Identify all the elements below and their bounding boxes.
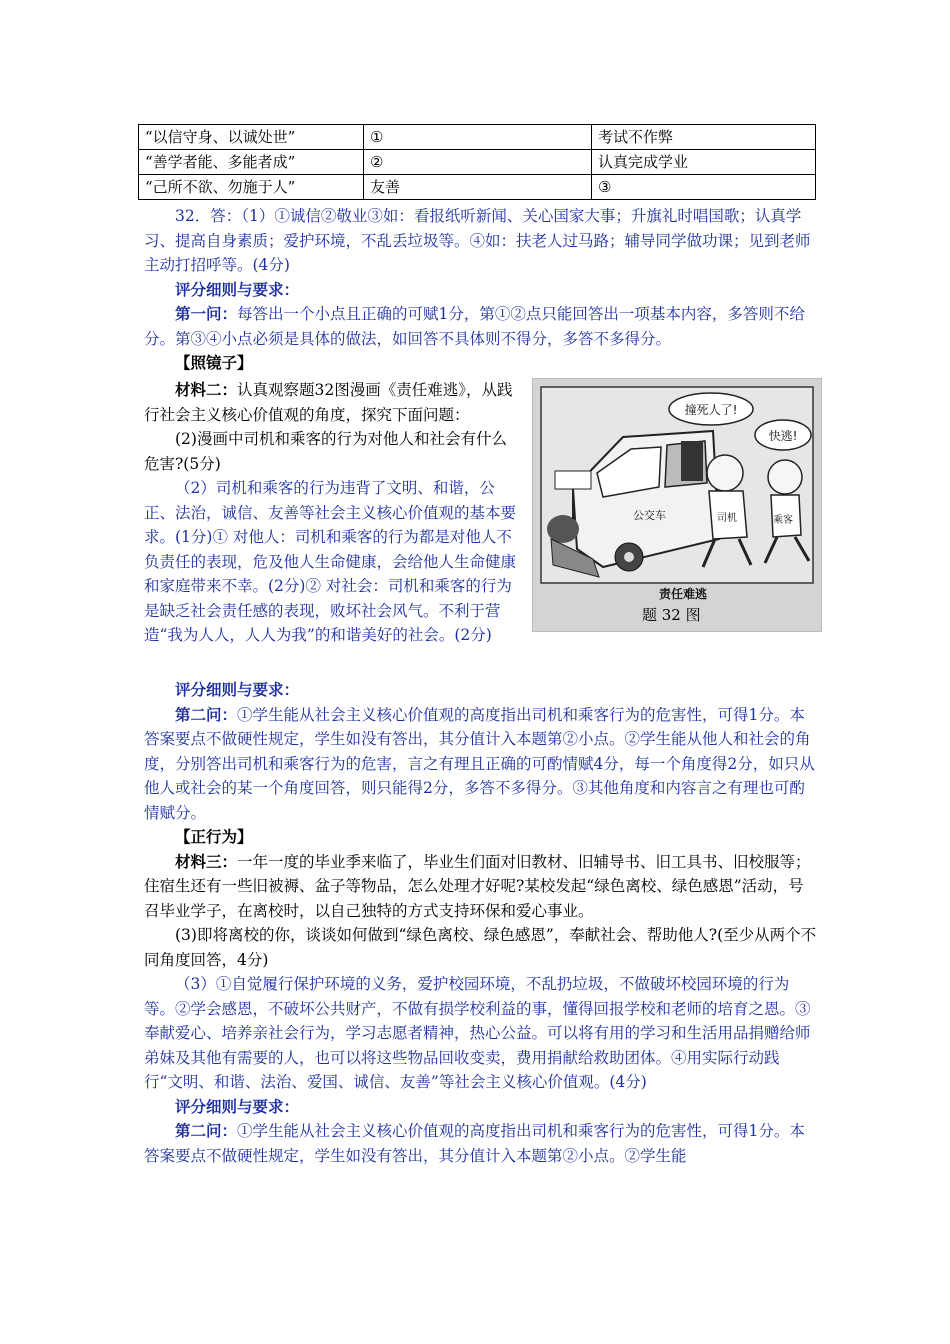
rubric-paragraph [144, 302, 818, 351]
material-paragraph [144, 850, 818, 924]
question-text: (2)漫画中司机和乘客的行为对他人和社会有什么危害?(5分) [144, 430, 507, 473]
table-row [139, 175, 816, 200]
table-row [139, 125, 816, 150]
rubric-body: ①学生能从社会主义核心价值观的高度指出司机和乘客行为的危害性，可得1分。本答案要点不做硬性规定，学生如没有答出，其分值计入本题第②小点。②学生能从他人和社会的角度，分别答出司机和乘客行为的危害，言之有理且正确的可酌情赋4分，每一个角度得2分，如只从他人或社会的某一个角度回答，则只能得2分，多答不多得分。③其他角度和内容言之有理也可酌情赋分。 [144, 705, 815, 822]
q32-answer: 32．答：（1）①诚信②敬业③如：看报纸听新闻、关心国家大事；升旗礼时唱国歌；认真学习、提高自身素质；爱护环境，不乱丢垃圾等。④如：扶老人过马路；辅导同学做功课；见到老师主动打招呼等。(4分) [144, 207, 811, 274]
cartoon-bubble-2: 快逃! [768, 429, 798, 443]
rubric-lead: 第二问： [175, 1121, 238, 1140]
material-lead: 材料三： [175, 851, 238, 871]
rubric-body: ①学生能从社会主义核心价值观的高度指出司机和乘客行为的危害性，可得1分。本答案要点不做硬性规定，学生如没有答出，其分值计入本题第②小点。②学生能 [144, 1122, 805, 1165]
table-row [139, 150, 816, 175]
rubric-lead: 第一问： [175, 304, 238, 323]
rubric-lead: 第二问： [175, 704, 238, 724]
question-text: (3)即将离校的你，谈谈如何做到“绿色离校、绿色感恩”，奉献社会、帮助他人?(至少从两个不同角度回答，4分) [144, 926, 817, 969]
cartoon-passenger-label: 乘客 [773, 515, 793, 526]
material-paragraph [144, 378, 520, 427]
table-cell: 考试不作弊 [592, 125, 816, 150]
table-cell: ② [364, 150, 592, 175]
table-cell: “善学者能、多能者成” [139, 150, 364, 175]
material-lead: 材料二： [175, 380, 238, 399]
values-table [138, 124, 816, 200]
cartoon-title: 责任难逃 [658, 587, 708, 601]
cartoon-bubble-1: 撞死人了! [684, 403, 738, 417]
table-cell: “以信守身、以诚处世” [139, 125, 364, 150]
answer-text: （2）司机和乘客的行为违背了文明、和谐，公正、法治，诚信、友善等社会主义核心价值观的基本要求。(1分)① 对他人：司机和乘客的行为都是对他人不负责任的表现，危及他人生命健康，会给他人生命健康和家庭带来不幸。(2分)② 对社会：司机和乘客的行为是缺乏社会责任感的表现，败坏社会风气。不利于营造“我为人人，人人为我”的和谐美好的社会。(2分) [144, 479, 517, 644]
rubric-paragraph [144, 703, 818, 826]
figure-caption: 题 32 图 [642, 606, 701, 624]
table-cell: ① [364, 125, 592, 150]
cartoon-driver-label: 司机 [717, 513, 737, 524]
section2-block [144, 378, 520, 648]
answer-text: （3）①自觉履行保护环境的义务，爱护校园环境，不乱扔垃圾，不做破坏校园环境的行为等。②学会感恩，不破坏公共财产，不做有损学校利益的事，懂得回报学校和老师的培育之恩。③奉献爱心、培养亲社会行为，学习志愿者精神，热心公益。可以将有用的学习和生活用品捐赠给师弟妹及其他有需要的人，也可以将这些物品回收变卖，费用捐献给救助团体。④用实际行动践行“文明、和谐、法治、爱国、诚信、友善”等社会主义核心价值观。(4分) [144, 975, 811, 1091]
material-body: 一年一度的毕业季来临了，毕业生们面对旧教材、旧辅导书、旧工具书、旧校服等；住宿生还有一些旧被褥、盆子等物品，怎么处理才好呢?某校发起“绿色离校、绿色感恩”活动，号召毕业学子，在离校时，以自己独特的方式支持环保和爱心事业。 [144, 852, 811, 920]
cartoon-bus-label: 公交车 [633, 509, 666, 522]
rubric-title: 评分细则与要求： [175, 1096, 300, 1116]
table-cell: 友善 [364, 175, 592, 200]
rubric-paragraph [144, 1119, 818, 1168]
cartoon-image [532, 378, 822, 632]
section-heading: 【照镜子】 [175, 353, 253, 372]
section-heading: 【正行为】 [175, 827, 253, 846]
table-cell: ③ [592, 175, 816, 200]
q32-block [144, 204, 818, 376]
rubric-title: 评分细则与要求： [175, 680, 300, 699]
rubric-body: 每答出一个小点且正确的可赋1分，第①②点只能回答出一项基本内容，多答则不给分。第③④小点必须是具体的做法，如回答不具体则不得分，多答不多得分。 [144, 305, 805, 348]
table-cell: 认真完成学业 [592, 150, 816, 175]
table-cell: “己所不欲、勿施于人” [139, 175, 364, 200]
rubric-title: 评分细则与要求： [175, 279, 300, 299]
section2-rubric-block [144, 678, 818, 1168]
material-body: 认真观察题32图漫画《责任难逃》，从践行社会主义核心价值观的角度，探究下面问题： [144, 381, 513, 424]
